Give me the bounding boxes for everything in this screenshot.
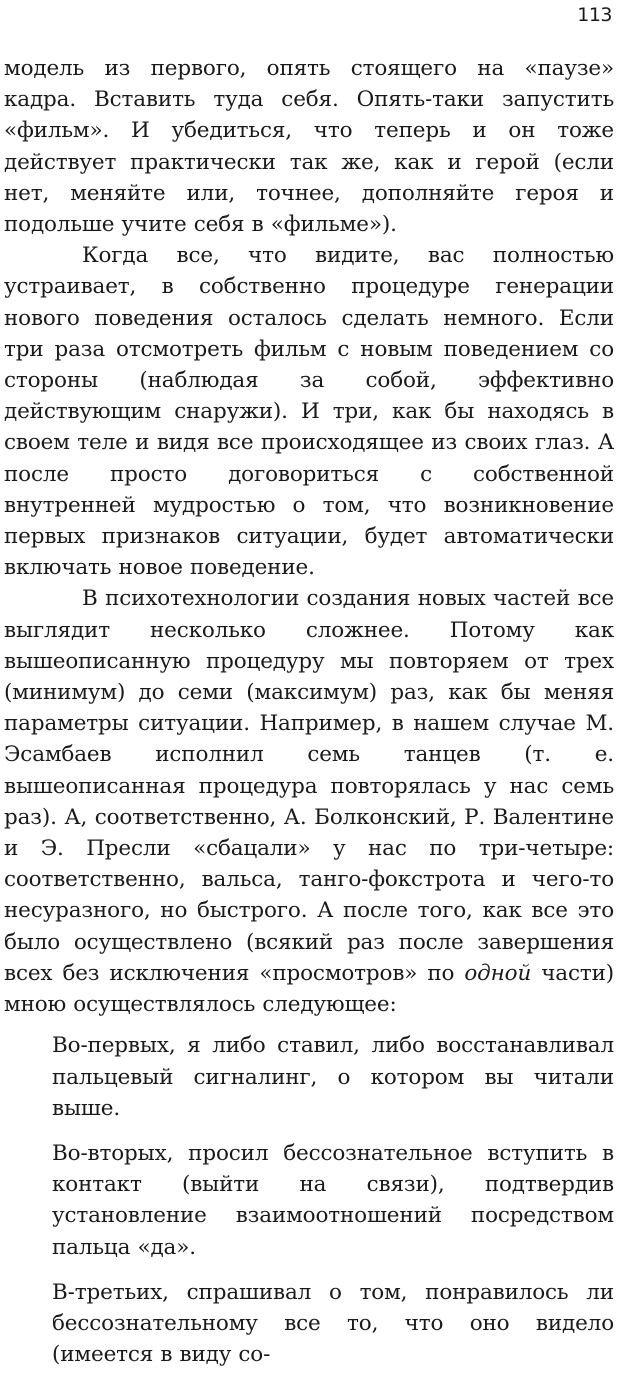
paragraph-3 bbox=[4, 583, 614, 1020]
list-item-first: Во-первых, я либо ставил, либо восстанавливал пальцевый сигналинг, о котором вы читали выше. bbox=[52, 1033, 614, 1121]
paragraph-2: Когда все, что видите, вас полностью устраивает, в собственно процедуре генерации нового поведения осталось сделать немного. Если три раза отсмотреть фильм с новым поведением со стороны (наблюдая за собой, эффективно действующим снаружи). И три, как бы находясь в своем теле и видя все происходящее из своих глаз. А после просто договориться с собственной внутренней мудростью о том, что возникновение первых признаков ситуации, будет автоматически включать новое поведение. bbox=[4, 243, 614, 581]
paragraph-1: модель из первого, опять стоящего на «паузе» кадра. Вставить туда себя. Опять-таки запустить «фильм». И убедиться, что теперь и он тоже действует практически так же, как и герой (если нет, меняйте или, точнее, дополняйте героя и подольше учите себя в «фильме»). bbox=[4, 56, 614, 238]
list-item-third: В-третьих, спрашивал о том, понравилось ли бессознательному все то, что оно видело (имеется в виду со- bbox=[52, 1279, 614, 1368]
paragraph-3-italic-word: одной bbox=[464, 960, 532, 986]
steps-list bbox=[4, 1030, 614, 1370]
paragraph-3-text-start: В психотехнологии создания новых частей все выглядит несколько сложнее. Потому как вышеописанную процедуру мы повторяем от трех (минимум) до семи (максимум) раз, как бы меняя параметры ситуации. Например, в нашем случае М. Эсамбаев исполнил семь танцев (т. е. вышеописанная процедура повторялась у нас семь раз). А, соответственно, А. Болконский, Р. Валентине и Э. Пресли «сбацали» у нас по три-четыре: соответственно, вальса, танго-фокстрота и чего-то несуразного, но быстрого. А после того, как все это было осуществлено (всякий раз после завершения всех без исключения «просмотров» по bbox=[4, 586, 614, 986]
body-text bbox=[4, 53, 614, 1384]
page-number: 113 bbox=[577, 4, 612, 26]
paragraph-3-text-end: части) мною осуществлялось следующее: bbox=[4, 960, 615, 1018]
list-item-second: Во-вторых, просил бессознательное вступить в контакт (выйти на связи), подтвердив установление взаимоотношений посредством пальца «да». bbox=[52, 1140, 614, 1260]
